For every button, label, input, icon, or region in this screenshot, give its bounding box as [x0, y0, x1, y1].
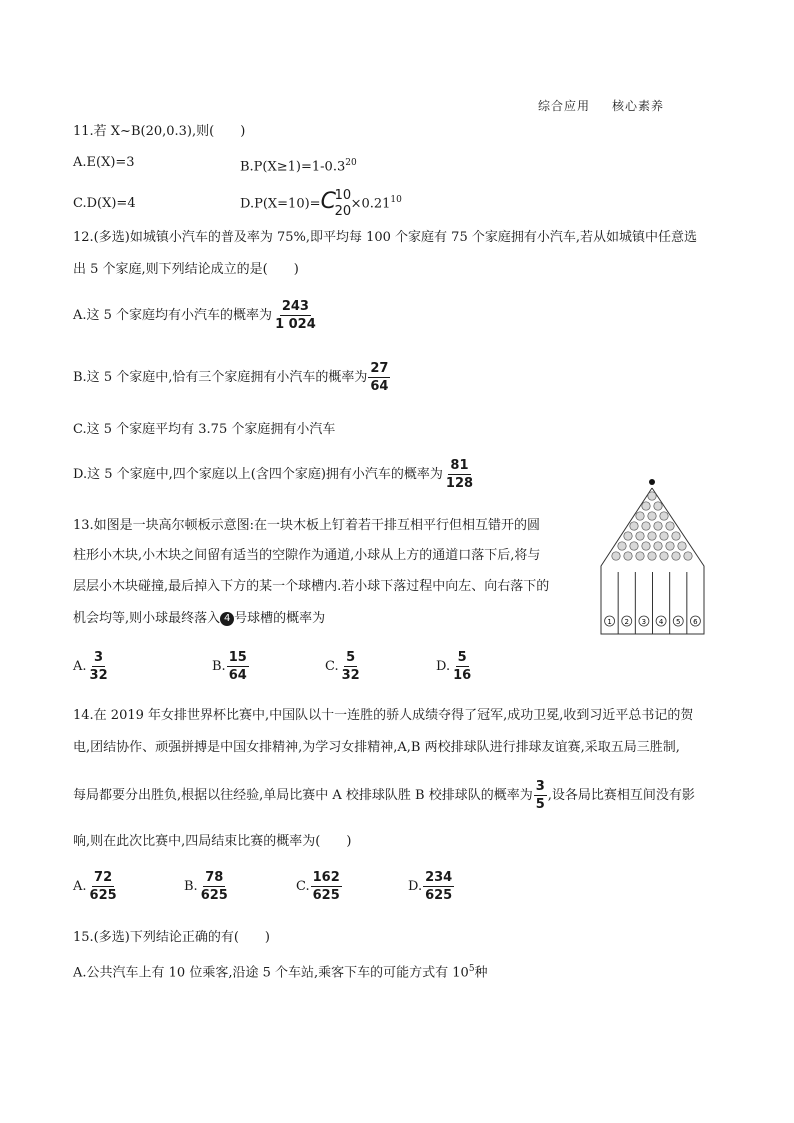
q12-option-a: A.这 5 个家庭均有小汽车的概率为 $\frac{243}{1 024}$	[73, 299, 316, 332]
peg	[648, 532, 656, 540]
q12-option-b: B.这 5 个家庭中,恰有三个家庭拥有小汽车的概率为 $\frac{27}{64}$	[73, 361, 389, 394]
q14-option-c: C. $\frac{162}{625}$	[296, 870, 340, 903]
peg	[648, 492, 656, 500]
peg	[630, 542, 638, 550]
q14-option-b: B. $\frac{78}{625}$	[184, 870, 228, 903]
q12-stem-line2: 出 5 个家庭,则下列结论成立的是( )	[73, 262, 299, 277]
peg	[654, 502, 662, 510]
peg	[684, 552, 692, 560]
ball-slots	[605, 572, 701, 634]
peg	[612, 552, 620, 560]
combination-symbol: C 10 20	[320, 187, 352, 219]
fraction: $\frac{27}{64}$	[370, 361, 389, 394]
fraction: $\frac{243}{1 024}$	[275, 299, 316, 332]
q14-option-d: D. $\frac{234}{625}$	[408, 870, 453, 903]
slot-label: 1	[607, 617, 612, 626]
falling-ball	[649, 479, 655, 485]
peg	[672, 532, 680, 540]
slot-label: 4	[658, 617, 664, 626]
peg	[636, 532, 644, 540]
peg	[648, 512, 656, 520]
peg-rows	[612, 492, 692, 560]
fraction: $\frac{234}{625}$	[425, 870, 453, 903]
fraction: $\frac{5}{16}$	[453, 650, 472, 683]
q13-line3: 层层小木块碰撞,最后掉入下方的某一个球槽内.若小球下落过程中向左、向右落下的	[73, 579, 550, 594]
q11-option-c: C.D(X)=4	[73, 196, 136, 211]
section-tag-comprehensive: 综合应用	[538, 99, 591, 113]
peg	[660, 552, 668, 560]
q14-line2: 电,团结协作、顽强拼搏是中国女排精神,为学习女排精神,A,B 两校排球队进行排球友谊赛,采取五局三胜制,	[73, 740, 680, 755]
slot-label: 3	[641, 617, 647, 626]
peg	[624, 532, 632, 540]
q13-line2: 柱形小木块,小木块之间留有适当的空隙作为通道,小球从上方的通道口落下后,将与	[73, 548, 541, 563]
q12-stem-line1: 12.(多选)如城镇小汽车的普及率为 75%,即平均每 100 个家庭有 75 个家庭拥有小汽车,若从如城镇中任意选	[73, 230, 697, 245]
peg	[654, 522, 662, 530]
peg	[648, 552, 656, 560]
q14-line1: 14.在 2019 年女排世界杯比赛中,中国队以十一连胜的骄人成绩夺得了冠军,成功卫冕,收到习近平总书记的贺	[73, 708, 694, 723]
fraction: $\frac{3}{5}$	[535, 779, 545, 812]
peg	[666, 542, 674, 550]
peg	[654, 542, 662, 550]
q15-stem: 15.(多选)下列结论正确的有( )	[73, 930, 270, 945]
peg	[642, 502, 650, 510]
q13-line1: 13.如图是一块高尔顿板示意图:在一块木板上钉着若干排互相平行但相互错开的圆	[73, 518, 541, 533]
fraction: $\frac{72}{625}$	[89, 870, 117, 903]
slot-label: 6	[693, 617, 698, 626]
peg	[642, 542, 650, 550]
fraction: $\frac{15}{64}$	[228, 650, 247, 683]
slot-label: 2	[624, 617, 629, 626]
fraction: $\frac{81}{128}$	[445, 458, 474, 491]
q13-option-a: A. $\frac{3}{32}$	[73, 650, 108, 683]
peg	[672, 552, 680, 560]
q13-line4: 机会均等,则小球最终落入 4 号球槽的概率为	[73, 611, 326, 626]
fraction: $\frac{162}{625}$	[312, 870, 340, 903]
q14-line4: 响,则在此次比赛中,四局结束比赛的概率为( )	[73, 834, 352, 849]
peg	[678, 542, 686, 550]
peg	[618, 542, 626, 550]
peg	[636, 512, 644, 520]
q13-option-c: C. $\frac{5}{32}$	[325, 650, 360, 683]
q11-option-a: A.E(X)=3	[73, 155, 135, 170]
q12-option-c: C.这 5 个家庭平均有 3.75 个家庭拥有小汽车	[73, 422, 336, 437]
galton-board-diagram	[597, 476, 709, 636]
q14-line3: 每局都要分出胜负,根据以往经验,单局比赛中 A 校排球队胜 B 校排球队的概率为 $\frac{3}{5}$ ,设各局比赛相互间没有影	[73, 779, 695, 812]
peg	[630, 522, 638, 530]
q11-option-d: D.P(X=10)= C 10 20 $\times 0.21^{10}$	[240, 187, 402, 219]
fraction: $\frac{5}{32}$	[341, 650, 360, 683]
section-tag-core: 核心素养	[612, 99, 665, 113]
q13-option-b: B. $\frac{15}{64}$	[212, 650, 247, 683]
q15-option-a: A.公共汽车上有 10 位乘客,沿途 5 个车站,乘客下车的可能方式有 $10^5$种	[73, 964, 488, 981]
q14-option-a: A. $\frac{72}{625}$	[73, 870, 117, 903]
q11-stem: 11.若 X~B(20,0.3),则( )	[73, 124, 246, 139]
peg	[660, 532, 668, 540]
peg	[624, 552, 632, 560]
peg	[660, 512, 668, 520]
q13-option-d: D. $\frac{5}{16}$	[436, 650, 472, 683]
circled-number-4: 4	[220, 612, 234, 626]
q11-option-b: $B.P(X\ge 1)=1-0.3^{20}$	[240, 158, 357, 175]
slot-label: 5	[676, 617, 681, 626]
peg	[636, 552, 644, 560]
peg	[666, 522, 674, 530]
fraction: $\frac{3}{32}$	[89, 650, 108, 683]
q12-option-d: D.这 5 个家庭中,四个家庭以上(含四个家庭)拥有小汽车的概率为 $\frac{81}{128}$	[73, 458, 474, 491]
peg	[642, 522, 650, 530]
fraction: $\frac{78}{625}$	[200, 870, 228, 903]
